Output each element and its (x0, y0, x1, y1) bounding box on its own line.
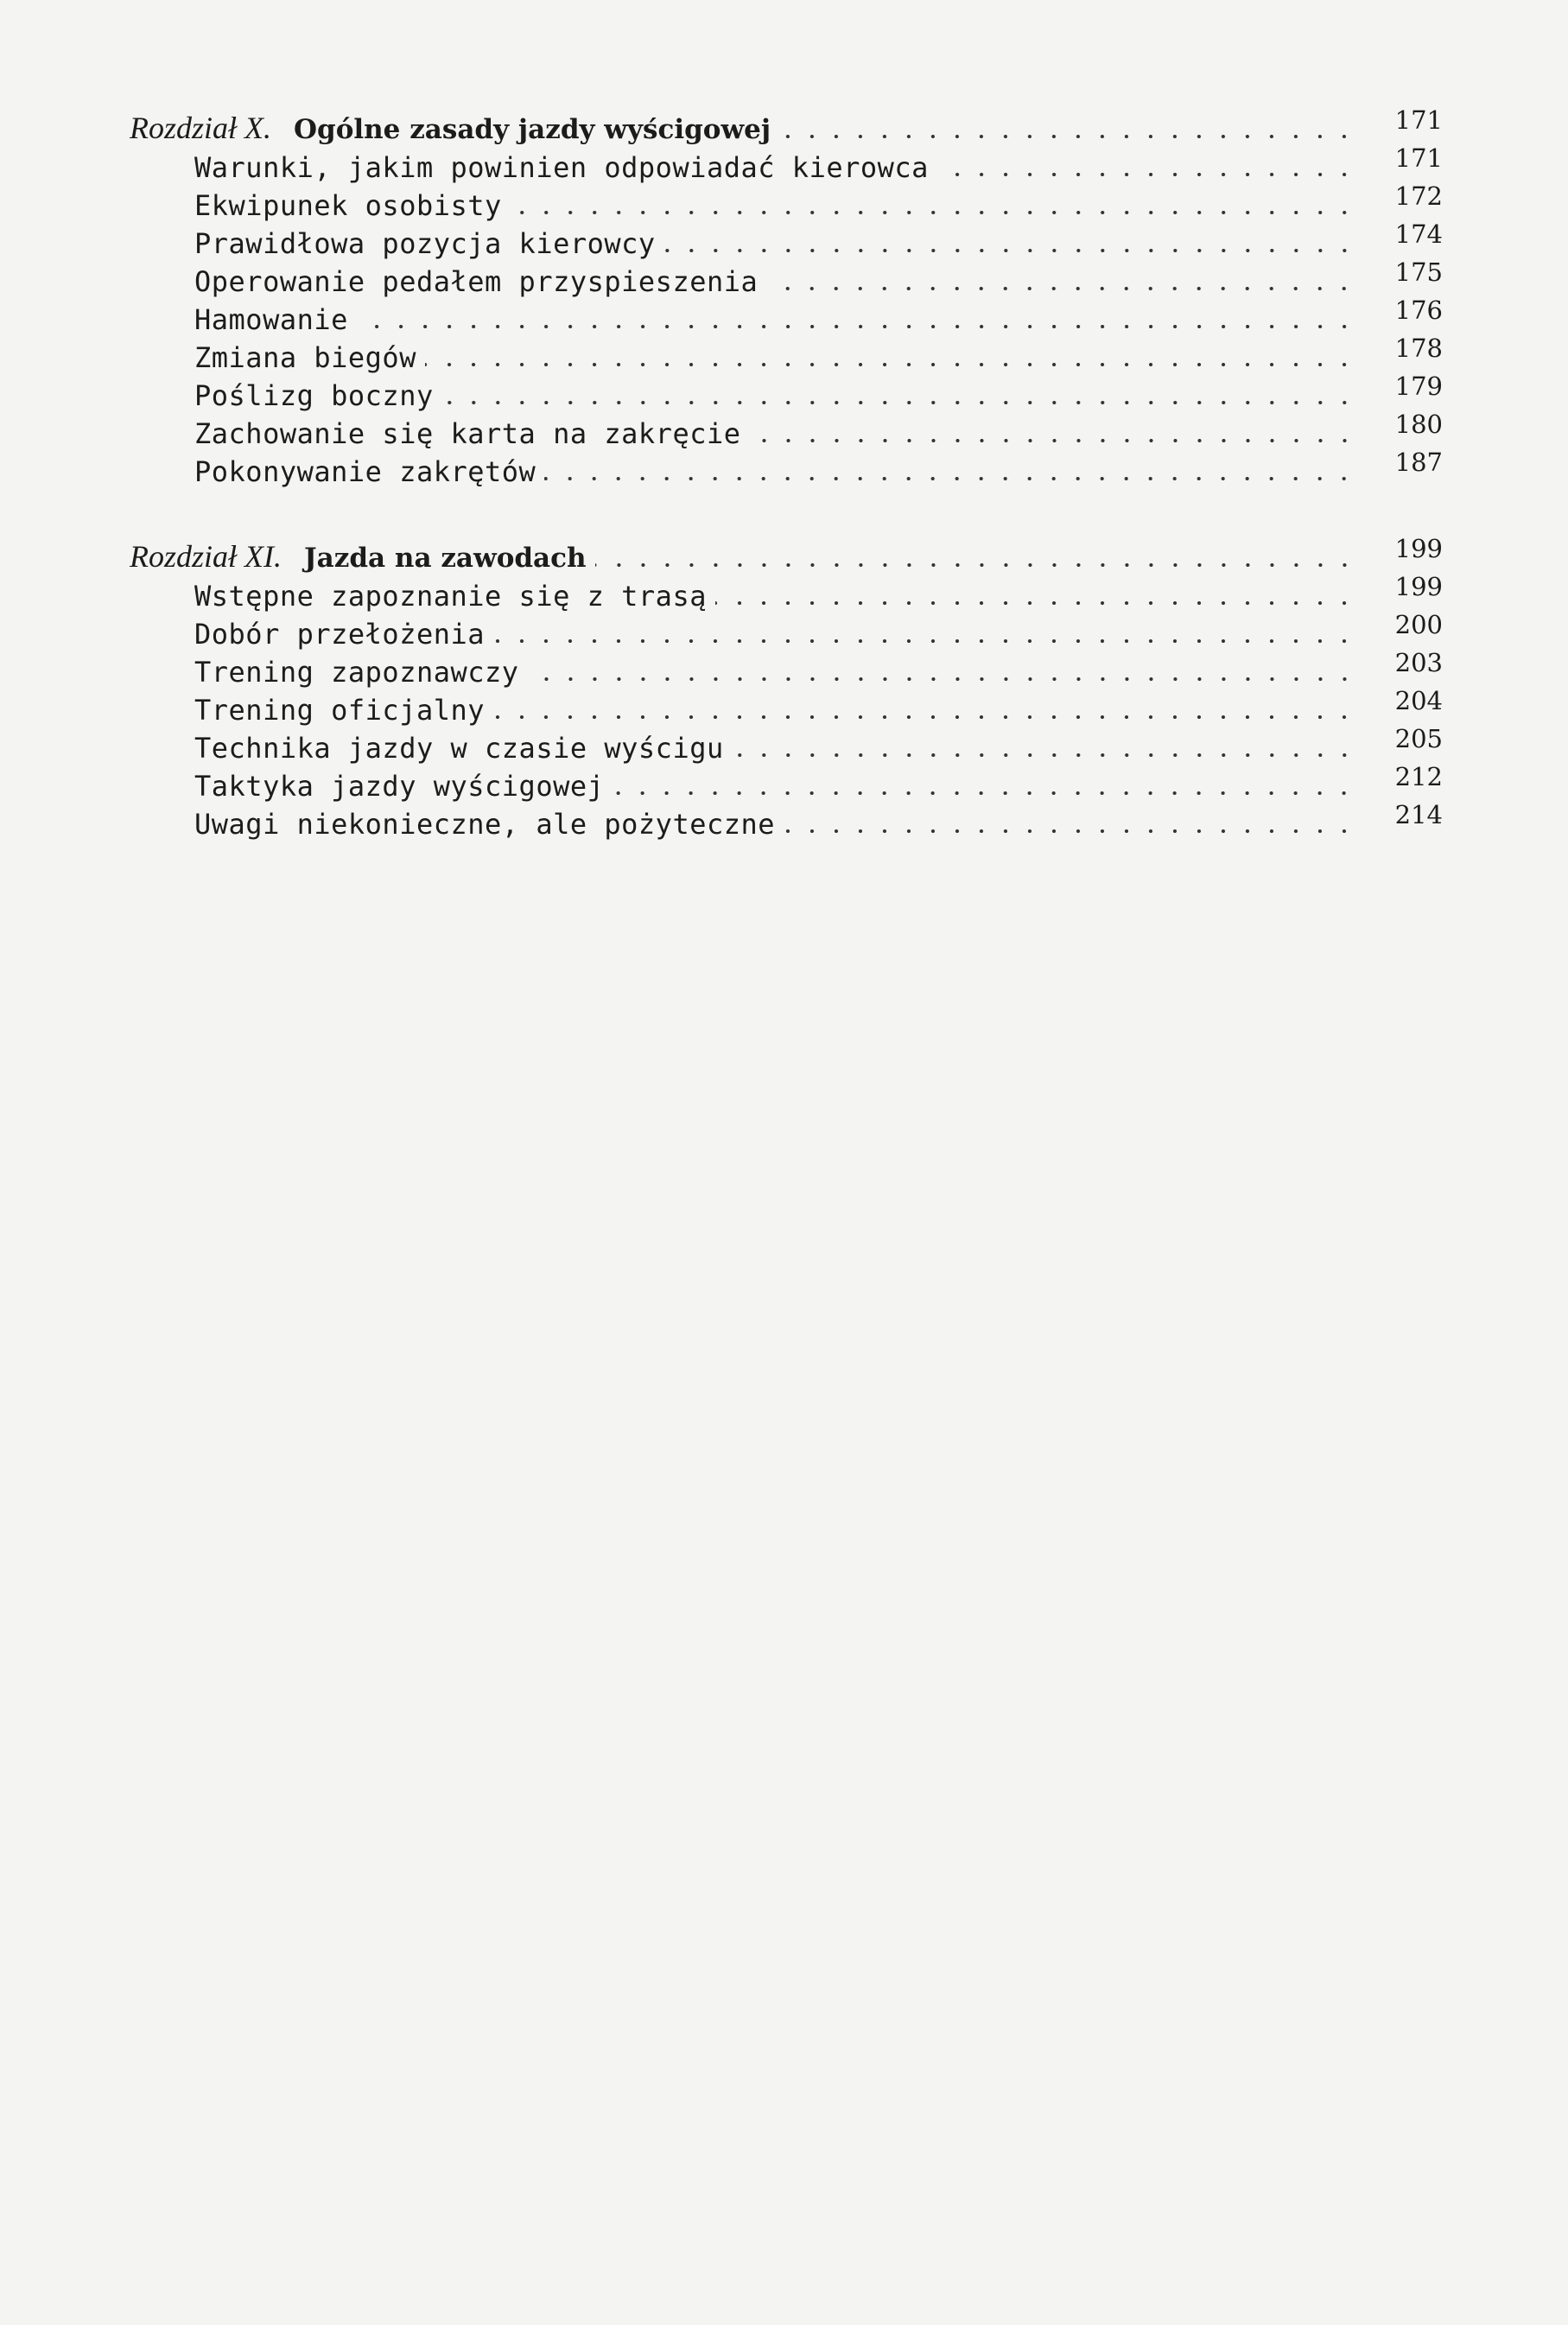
entry-label: Wstępne zapoznanie się z trasą (194, 582, 715, 610)
entry-label: Taktyka jazdy wyścigowej (194, 772, 613, 800)
page-number: 187 (1394, 448, 1443, 477)
toc-entry (130, 762, 1443, 803)
toc-chapter-x (130, 104, 1443, 486)
dot-leader (779, 135, 1356, 138)
toc-entry (130, 334, 1443, 372)
chapter-heading (130, 532, 1443, 572)
chapter-label (130, 112, 779, 143)
toc-entry (130, 219, 1443, 260)
chapter-title: Ogólne zasady jazdy wyścigowej (294, 114, 771, 145)
toc-entry (130, 181, 1443, 222)
toc-entry (130, 257, 1443, 298)
page-number: 199 (1394, 572, 1443, 601)
dot-leader (425, 363, 1356, 366)
toc-entry (130, 372, 1443, 410)
toc-entry (130, 448, 1443, 486)
toc-entry (130, 648, 1443, 689)
dot-leader (750, 439, 1357, 442)
page-number: 214 (1394, 800, 1443, 829)
dot-leader (544, 477, 1356, 480)
entry-label: Trening zapoznawczy (194, 658, 528, 686)
page-number: 172 (1394, 181, 1443, 211)
entry-label: Uwagi niekonieczne, ale pożyteczne (194, 810, 784, 838)
entry-label: Technika jazdy w czasie wyścigu (194, 734, 733, 762)
toc-chapter-xi (130, 532, 1443, 841)
entry-label: Operowanie pedałem przyspieszenia (194, 268, 766, 295)
dot-leader (357, 325, 1356, 328)
toc-entry (130, 572, 1443, 613)
dot-leader (613, 791, 1356, 795)
dot-leader (528, 677, 1356, 681)
entry-label: Pokonywanie zakrętów (194, 458, 544, 486)
dot-leader (595, 563, 1356, 567)
page-number: 180 (1394, 410, 1443, 439)
dot-leader (733, 753, 1356, 757)
page-number: 203 (1394, 648, 1443, 677)
entry-label: Zmiana biegów (194, 344, 425, 372)
toc-entry (130, 143, 1443, 184)
page-number: 200 (1394, 610, 1443, 639)
toc-entry (130, 724, 1443, 765)
entry-label: Zachowanie się karta na zakręcie (194, 420, 750, 448)
chapter-label (130, 541, 595, 572)
entry-label: Ekwipunek osobisty (194, 192, 511, 219)
dot-leader (715, 601, 1356, 605)
entry-label: Trening oficjalny (194, 696, 493, 724)
page-number: 212 (1394, 762, 1443, 791)
page-number: 205 (1394, 724, 1443, 753)
page-number: 199 (1394, 534, 1443, 563)
page-number: 174 (1394, 219, 1443, 249)
toc-entry (130, 800, 1443, 841)
dot-leader (511, 211, 1356, 214)
page-number: 175 (1394, 257, 1443, 287)
dot-leader (937, 173, 1356, 176)
dot-leader (766, 287, 1356, 290)
dot-leader (493, 715, 1356, 719)
dot-leader (493, 639, 1356, 643)
entry-label: Dobór przełożenia (194, 620, 493, 648)
page-number: 178 (1394, 334, 1443, 363)
chapter-prefix: Rozdział X. (130, 111, 272, 145)
chapter-title: Jazda na zawodach (304, 543, 587, 574)
toc-entry (130, 610, 1443, 651)
entry-label: Hamowanie (194, 306, 357, 334)
entry-label: Prawidłowa pozycja kierowcy (194, 230, 664, 257)
chapter-heading (130, 104, 1443, 143)
toc-entry (130, 410, 1443, 448)
page-number: 204 (1394, 686, 1443, 715)
entry-label: Warunki, jakim powinien odpowiadać kierowca (194, 154, 937, 181)
dot-leader (664, 249, 1356, 252)
page-number: 171 (1394, 143, 1443, 173)
dot-leader (784, 829, 1356, 833)
page-number: 176 (1394, 295, 1443, 325)
page-number: 171 (1394, 105, 1443, 135)
toc-entry (130, 295, 1443, 334)
page-number: 179 (1394, 372, 1443, 401)
toc-entry (130, 686, 1443, 727)
chapter-prefix: Rozdział XI. (130, 539, 282, 574)
entry-label: Poślizg boczny (194, 382, 442, 410)
dot-leader (442, 401, 1356, 404)
